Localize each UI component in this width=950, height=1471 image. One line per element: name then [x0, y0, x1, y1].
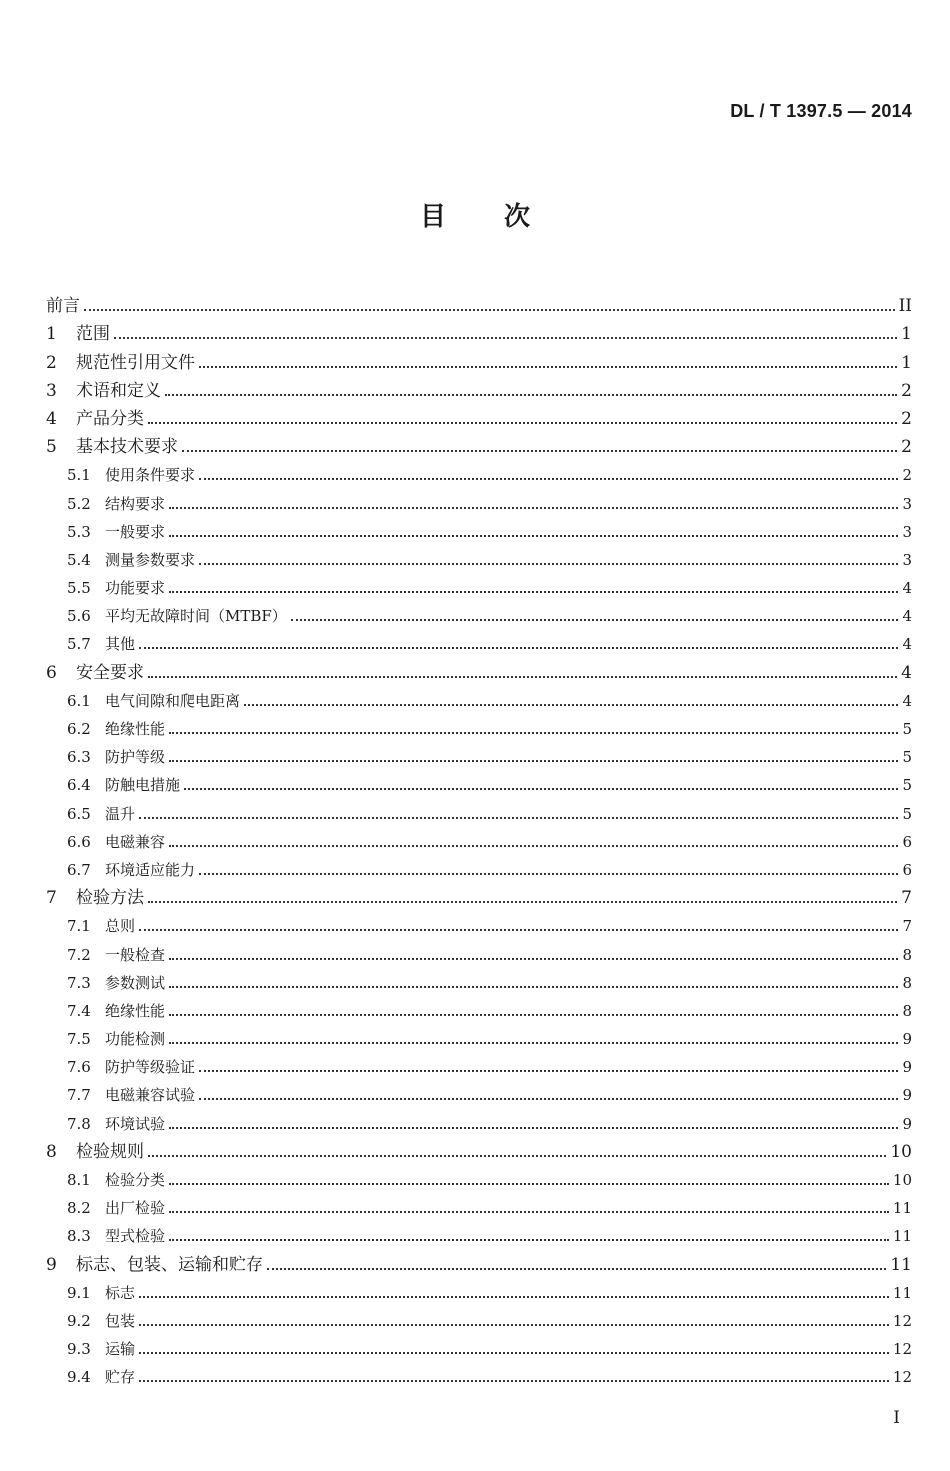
page-number: I	[893, 1408, 900, 1428]
toc-entry-page: 10	[892, 1171, 912, 1189]
toc-entry[interactable]	[46, 429, 912, 457]
toc-entry-page: 4	[902, 635, 912, 654]
toc-entry[interactable]	[46, 1162, 912, 1190]
toc-entry[interactable]	[46, 485, 912, 513]
toc-entry-label: 术语和定义	[76, 380, 161, 401]
toc-dot-leader	[148, 900, 897, 903]
toc-entry-number: 6.3	[67, 748, 91, 767]
toc-entry-page: 12	[892, 1340, 912, 1359]
toc-dot-leader	[169, 1238, 889, 1241]
toc-entry-label: 绝缘性能	[105, 1001, 166, 1020]
toc-entry-page: 8	[902, 945, 912, 964]
toc-entry-label: 标志	[105, 1283, 136, 1302]
toc-entry-page: 9	[902, 1030, 912, 1049]
toc-entry[interactable]	[46, 457, 912, 485]
toc-entry-label: 总则	[105, 917, 136, 936]
toc-entry[interactable]	[46, 965, 912, 993]
toc-entry[interactable]	[46, 767, 912, 795]
toc-entry[interactable]	[46, 1134, 912, 1162]
toc-entry[interactable]	[46, 598, 912, 626]
toc-entry[interactable]	[46, 514, 912, 542]
toc-entry[interactable]	[46, 401, 912, 429]
toc-entry-page: 2	[901, 380, 912, 401]
toc-entry-number: 6.6	[67, 832, 91, 851]
toc-dot-leader	[169, 506, 898, 509]
toc-entry[interactable]	[46, 1331, 912, 1359]
toc-entry-number: 7.7	[67, 1086, 91, 1105]
toc-dot-leader	[139, 1323, 889, 1326]
toc-entry-label: 运输	[105, 1340, 136, 1359]
toc-dot-leader	[169, 590, 898, 593]
toc-entry-number: 7	[46, 888, 57, 909]
toc-entry-number: 8.2	[67, 1199, 91, 1218]
toc-dot-leader	[165, 393, 897, 396]
toc-dot-leader	[291, 618, 898, 621]
toc-entry[interactable]	[46, 1359, 912, 1387]
toc-entry-label: 环境试验	[105, 1114, 166, 1133]
toc-entry[interactable]	[46, 1105, 912, 1133]
toc-entry[interactable]	[46, 936, 912, 964]
toc-entry-label: 型式检验	[105, 1227, 166, 1246]
toc-entry-number: 9	[46, 1254, 57, 1275]
toc-dot-leader	[169, 731, 898, 734]
toc-dot-leader	[199, 477, 898, 480]
toc-entry[interactable]	[46, 542, 912, 570]
toc-entry-page: 3	[902, 494, 912, 513]
toc-entry[interactable]	[46, 908, 912, 936]
toc-entry-number: 7.6	[67, 1058, 91, 1077]
toc-entry-number: 9.1	[67, 1283, 91, 1302]
toc-entry-label: 规范性引用文件	[76, 352, 195, 373]
toc-entry[interactable]	[46, 993, 912, 1021]
toc-entry-page: 2	[901, 437, 912, 458]
toc-entry[interactable]	[46, 654, 912, 682]
toc-dot-leader	[199, 872, 898, 875]
toc-entry-label: 参数测试	[105, 973, 166, 992]
toc-dot-leader	[139, 1351, 889, 1354]
toc-entry-number: 1	[46, 324, 57, 345]
toc-entry-number: 5.4	[67, 550, 91, 569]
toc-entry-number: 8.3	[67, 1227, 91, 1246]
toc-entry-page: II	[898, 296, 912, 317]
toc-entry-number: 2	[46, 352, 57, 373]
toc-entry-number: 7.4	[67, 1001, 91, 1020]
toc-entry-number: 9.3	[67, 1340, 91, 1359]
toc-entry-label: 基本技术要求	[76, 437, 178, 458]
toc-entry[interactable]	[46, 288, 912, 316]
toc-entry-label: 环境适应能力	[105, 860, 196, 879]
toc-entry[interactable]	[46, 1218, 912, 1246]
toc-entry[interactable]	[46, 1190, 912, 1218]
toc-entry-page: 4	[902, 691, 912, 710]
toc-entry-page: 6	[902, 860, 912, 879]
toc-entry-number: 7.3	[67, 973, 91, 992]
toc-entry-label: 检验分类	[105, 1171, 166, 1189]
toc-entry[interactable]	[46, 795, 912, 823]
toc-entry-page: 8	[902, 973, 912, 992]
toc-entry-page: 11	[892, 1283, 912, 1302]
toc-entry-label: 功能要求	[105, 579, 166, 598]
toc-entry-page: 2	[902, 466, 912, 485]
toc-entry-number: 5.5	[67, 579, 91, 598]
toc-dot-leader	[148, 421, 897, 424]
toc-entry-number: 8	[46, 1141, 57, 1162]
toc-dot-leader	[139, 1295, 889, 1298]
toc-entry-label: 防触电措施	[105, 776, 181, 795]
toc-entry-number: 6	[46, 662, 57, 683]
toc-dot-leader	[184, 787, 898, 790]
toc-dot-leader	[114, 336, 897, 339]
toc-dot-leader	[169, 534, 898, 537]
toc-dot-leader	[182, 449, 897, 452]
toc-entry-label: 功能检测	[105, 1030, 166, 1049]
toc-entry-number: 6.5	[67, 804, 91, 823]
toc-entry-page: 11	[892, 1227, 912, 1246]
title-char-right: 次	[504, 202, 531, 232]
toc-dot-leader	[148, 675, 897, 678]
toc-entry-number: 9.4	[67, 1368, 91, 1387]
toc-entry[interactable]	[46, 852, 912, 880]
toc-entry-page: 5	[902, 748, 912, 767]
toc-entry-page: 9	[902, 1114, 912, 1133]
toc-dot-leader	[199, 562, 898, 565]
toc-dot-leader	[139, 816, 898, 819]
toc-entry-label: 前言	[46, 296, 80, 317]
toc-entry-page: 11	[890, 1254, 912, 1275]
toc-entry[interactable]	[46, 824, 912, 852]
page-title	[0, 196, 950, 233]
toc-entry[interactable]	[46, 373, 912, 401]
toc-entry-label: 贮存	[105, 1368, 136, 1387]
toc-entry-page: 3	[902, 550, 912, 569]
toc-entry-page: 3	[902, 522, 912, 541]
toc-entry-number: 8.1	[67, 1171, 91, 1189]
toc-dot-leader	[169, 1182, 889, 1185]
toc-entry-label: 防护等级	[105, 748, 166, 767]
toc-entry-page: 5	[902, 804, 912, 823]
toc-entry-label: 检验规则	[76, 1141, 144, 1162]
toc-entry[interactable]	[46, 626, 912, 654]
toc-entry[interactable]	[46, 570, 912, 598]
toc-entry[interactable]	[46, 1021, 912, 1049]
document-code: DL / T 1397.5 — 2014	[730, 101, 912, 121]
toc-entry[interactable]	[46, 344, 912, 372]
toc-entry[interactable]	[46, 316, 912, 344]
toc-entry-number: 5.6	[67, 607, 91, 626]
toc-entry-page: 4	[901, 662, 912, 683]
toc-entry-number: 5.2	[67, 494, 91, 513]
toc-entry-label: 使用条件要求	[105, 466, 196, 485]
toc-entry-number: 7.1	[67, 917, 91, 936]
toc-entry-label: 检验方法	[76, 888, 144, 909]
toc-entry-page: 7	[902, 917, 912, 936]
toc-dot-leader	[199, 1097, 898, 1100]
toc-entry-label: 温升	[105, 804, 136, 823]
toc-entry-number: 6.4	[67, 776, 91, 795]
toc-dot-leader	[267, 1267, 886, 1270]
toc-dot-leader	[148, 1154, 886, 1157]
toc-entry-number: 9.2	[67, 1311, 91, 1330]
toc-entry[interactable]	[46, 1275, 912, 1303]
toc-entry[interactable]	[46, 1049, 912, 1077]
toc-entry-label: 电气间隙和爬电距离	[105, 691, 241, 710]
toc-entry-page: 6	[902, 832, 912, 851]
toc-entry-number: 4	[46, 408, 57, 429]
toc-dot-leader	[169, 1013, 898, 1016]
toc-entry-number: 5.1	[67, 466, 91, 485]
toc-entry-label: 平均无故障时间（MTBF）	[105, 607, 287, 626]
toc-dot-leader	[169, 985, 898, 988]
toc-dot-leader	[199, 365, 897, 368]
toc-dot-leader	[169, 957, 898, 960]
toc-entry-page: 11	[892, 1199, 912, 1218]
title-char-left: 目	[419, 202, 446, 232]
toc-entry-label: 安全要求	[76, 662, 144, 683]
toc-entry[interactable]	[46, 1077, 912, 1105]
toc-entry[interactable]	[46, 739, 912, 767]
toc-entry-label: 出厂检验	[105, 1199, 166, 1218]
toc-entry-label: 范围	[76, 324, 110, 345]
toc-entry-page: 4	[902, 579, 912, 598]
toc-entry[interactable]	[46, 1246, 912, 1274]
toc-entry-label: 电磁兼容	[105, 832, 166, 851]
toc-entry-label: 标志、包装、运输和贮存	[76, 1254, 263, 1275]
toc-entry-label: 包装	[105, 1311, 136, 1330]
toc-entry-page: 10	[890, 1141, 912, 1162]
toc-entry-page: 5	[902, 776, 912, 795]
toc-entry-label: 测量参数要求	[105, 550, 196, 569]
toc-entry-page: 2	[901, 408, 912, 429]
toc-entry-number: 5.3	[67, 522, 91, 541]
toc-entry-number: 7.8	[67, 1114, 91, 1133]
toc-dot-leader	[139, 646, 898, 649]
toc-entry-label: 绝缘性能	[105, 720, 166, 738]
toc-entry-number: 5.7	[67, 635, 91, 654]
toc-entry[interactable]	[46, 880, 912, 908]
toc-dot-leader	[169, 844, 898, 847]
toc-entry-label: 一般要求	[105, 522, 166, 541]
toc-entry-number: 6.2	[67, 720, 91, 738]
toc-entry-page: 1	[901, 324, 912, 345]
toc-dot-leader	[169, 1210, 889, 1213]
toc-entry-page: 8	[902, 1001, 912, 1020]
toc-dot-leader	[84, 308, 895, 311]
toc-entry-page: 12	[892, 1311, 912, 1330]
toc-entry-label: 防护等级验证	[105, 1058, 196, 1077]
toc-dot-leader	[169, 1041, 898, 1044]
table-of-contents	[46, 288, 912, 1387]
toc-entry-page: 9	[902, 1086, 912, 1105]
toc-entry-label: 结构要求	[105, 494, 166, 513]
toc-dot-leader	[169, 1126, 898, 1129]
toc-entry-page: 12	[892, 1368, 912, 1387]
toc-entry-page: 9	[902, 1058, 912, 1077]
toc-dot-leader	[169, 759, 898, 762]
toc-entry[interactable]	[46, 711, 912, 739]
toc-dot-leader	[199, 1069, 898, 1072]
toc-entry-label: 电磁兼容试验	[105, 1086, 196, 1105]
toc-entry-label: 其他	[105, 635, 136, 654]
toc-entry[interactable]	[46, 683, 912, 711]
toc-entry-number: 3	[46, 380, 57, 401]
toc-entry-number: 7.2	[67, 945, 91, 964]
toc-entry-label: 一般检查	[105, 945, 166, 964]
toc-dot-leader	[139, 1379, 889, 1382]
toc-entry-number: 6.7	[67, 860, 91, 879]
toc-entry-page: 7	[901, 888, 912, 909]
toc-entry-number: 6.1	[67, 691, 91, 710]
toc-entry-label: 产品分类	[76, 408, 144, 429]
toc-entry-page: 1	[901, 352, 912, 373]
toc-entry-page: 5	[902, 720, 912, 738]
toc-entry-number: 5	[46, 437, 57, 458]
toc-dot-leader	[244, 703, 898, 706]
toc-entry-page: 4	[902, 607, 912, 626]
toc-dot-leader	[139, 928, 898, 931]
toc-entry-number: 7.5	[67, 1030, 91, 1049]
toc-entry[interactable]	[46, 1303, 912, 1331]
